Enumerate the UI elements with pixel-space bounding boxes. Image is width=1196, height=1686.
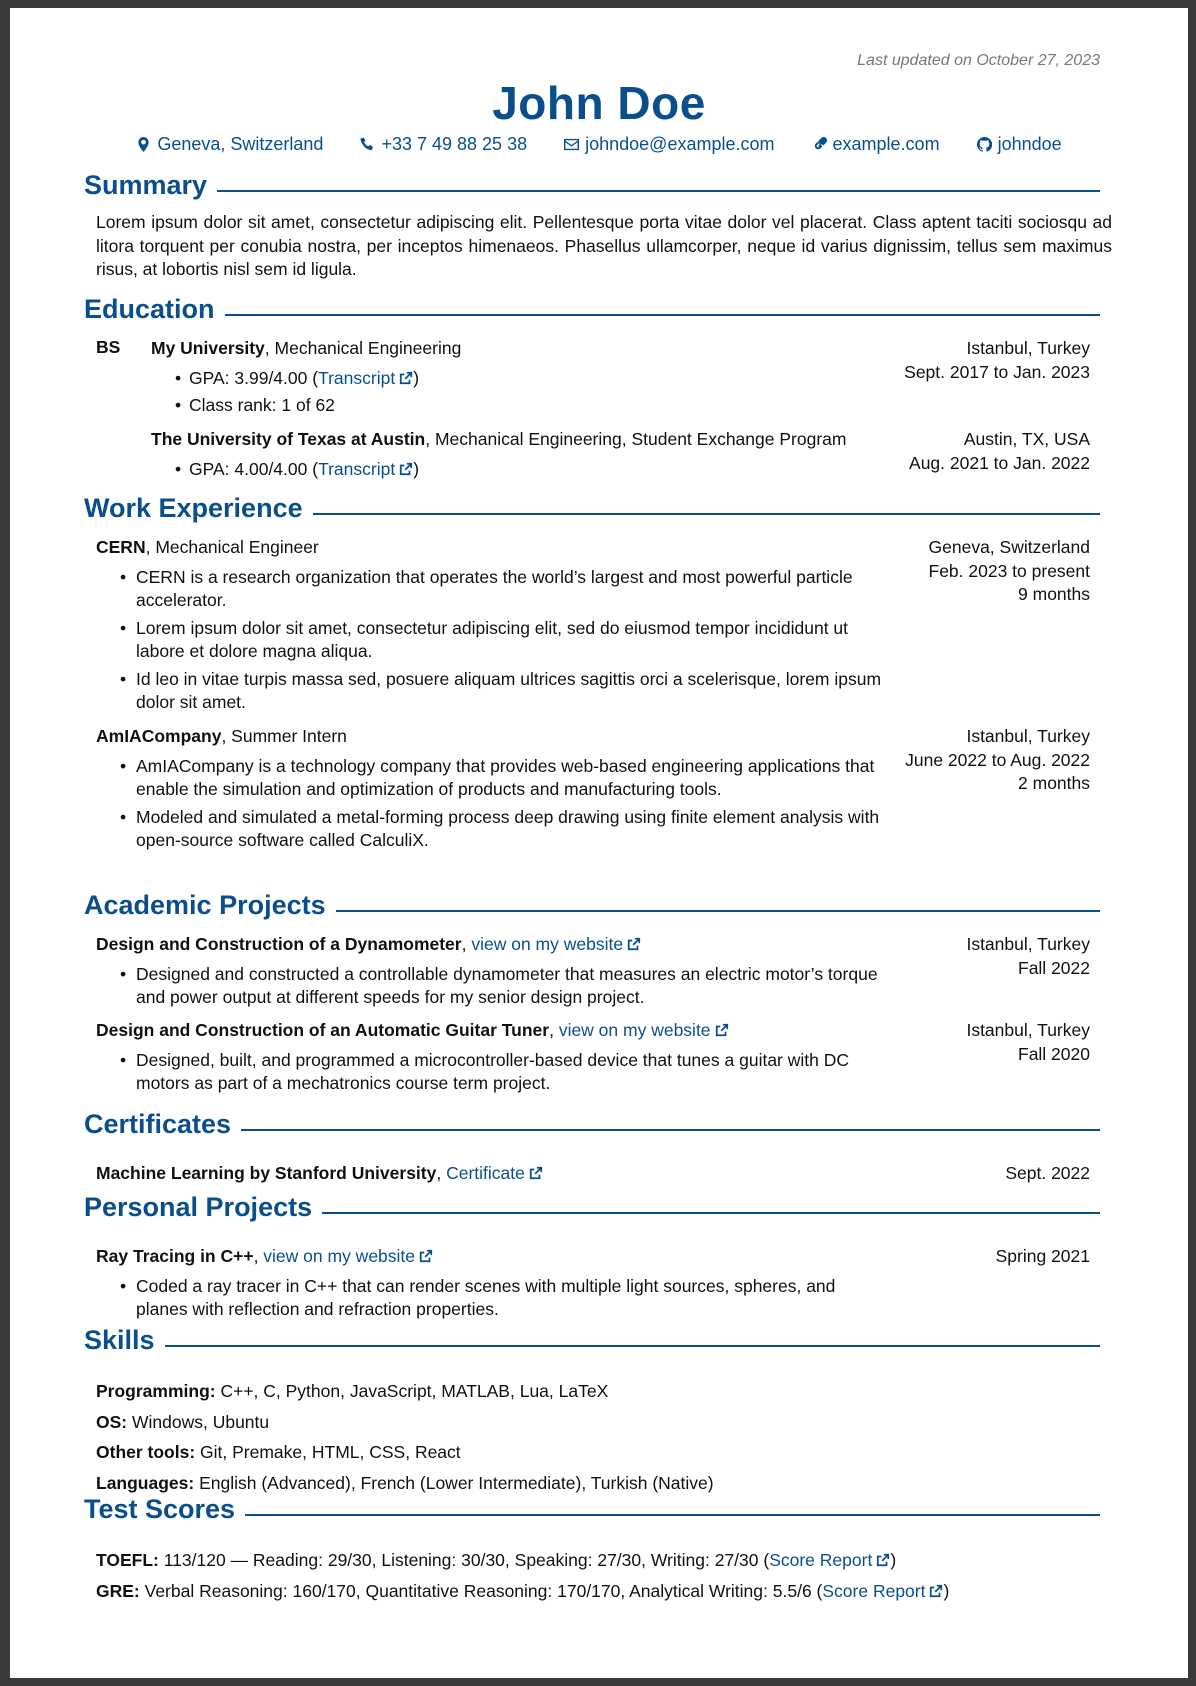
- transcript-link[interactable]: Transcript: [318, 368, 413, 388]
- website-link[interactable]: view on my website: [471, 934, 641, 954]
- project-name: Design and Construction of an Automatic Guitar Tuner: [96, 1020, 550, 1040]
- list-item: • Class rank: 1 of 62: [151, 394, 891, 418]
- project-date: Fall 2022: [1018, 957, 1090, 978]
- link-icon: [812, 137, 827, 152]
- section-rule: [225, 314, 1100, 316]
- external-link-icon: [399, 462, 413, 476]
- section-title: Summary: [84, 170, 208, 200]
- last-updated: Last updated on October 27, 2023: [857, 52, 1100, 69]
- section-rule: [313, 513, 1100, 515]
- location-text: Geneva, Switzerland: [157, 134, 324, 154]
- school-field: , Mechanical Engineering: [264, 338, 462, 358]
- education-dates: Sept. 2017 to Jan. 2023: [904, 361, 1090, 382]
- contact-website[interactable]: [812, 134, 940, 155]
- project-meta: [830, 1019, 1090, 1066]
- section-title: Test Scores: [84, 1494, 236, 1524]
- contact-phone[interactable]: [360, 134, 527, 155]
- project-name: Design and Construction of a Dynamometer: [96, 934, 462, 954]
- external-link-icon: [715, 1023, 729, 1037]
- summary-heading: [84, 170, 1100, 201]
- work-dates: June 2022 to Aug. 2022: [905, 749, 1090, 770]
- project-name: Ray Tracing in C++: [96, 1246, 254, 1266]
- external-link-icon: [419, 1249, 433, 1263]
- envelope-icon: [564, 137, 579, 152]
- list-item: • GPA: 3.99/4.00 (Transcript ): [151, 367, 891, 391]
- location-pin-icon: [136, 137, 151, 152]
- person-name: John Doe: [492, 77, 706, 129]
- section-rule: [241, 1129, 1100, 1131]
- project-meta: [830, 933, 1090, 980]
- section-rule: [322, 1212, 1100, 1214]
- contact-location: [136, 134, 323, 155]
- work-dates: Feb. 2023 to present: [928, 560, 1090, 581]
- transcript-link[interactable]: Transcript: [318, 459, 413, 479]
- project-entry: Design and Construction of a Dynamometer, view on my website • Designed and constructed a controllable dynamometer that measures an electric motor’s torque and power output at different speeds for my senior design project.: [96, 933, 886, 1014]
- degree-label: BS: [96, 337, 121, 357]
- certificate-name: Machine Learning by Stanford University: [96, 1163, 437, 1183]
- section-title: Personal Projects: [84, 1192, 313, 1222]
- tests-heading: [84, 1494, 1100, 1525]
- list-item: • Designed and constructed a controllable dynamometer that measures an electric motor’s torque and power output at different speeds for my senior design project.: [96, 963, 886, 1010]
- website-link[interactable]: view on my website: [559, 1020, 729, 1040]
- academic-heading: [84, 890, 1100, 921]
- section-rule: [165, 1345, 1100, 1347]
- work-duration: 9 months: [1018, 584, 1090, 604]
- work-meta: [830, 536, 1090, 607]
- github-icon: [977, 137, 992, 152]
- section-title: Certificates: [84, 1109, 232, 1139]
- job-role: , Summer Intern: [221, 726, 347, 746]
- project-entry: Ray Tracing in C++, view on my website • Coded a ray tracer in C++ that can render scenes with multiple light sources, spheres, and planes with reflection and refraction properties.: [96, 1245, 886, 1326]
- education-entry: [151, 337, 891, 422]
- contact-email[interactable]: [564, 134, 774, 155]
- certificate-link[interactable]: Certificate: [446, 1163, 543, 1183]
- list-item: • CERN is a research organization that operates the world’s largest and most powerful particle accelerator.: [96, 566, 886, 613]
- external-link-icon: [529, 1166, 543, 1180]
- education-meta: [830, 428, 1090, 475]
- education-dates: Aug. 2021 to Jan. 2022: [909, 452, 1090, 473]
- work-entry: [96, 536, 886, 719]
- skill-row: Other tools: Git, Premake, HTML, CSS, React: [96, 1442, 461, 1462]
- phone-text: +33 7 49 88 25 38: [381, 134, 528, 154]
- list-item: • Id leo in vitae turpis massa sed, posuere aliquam ultrices sagittis orci a scelerisque, lorem ipsum dolor sit amet.: [96, 668, 886, 715]
- section-title: Academic Projects: [84, 890, 326, 920]
- score-report-link[interactable]: Score Report: [769, 1550, 890, 1570]
- test-row: GRE: Verbal Reasoning: 160/170, Quantitative Reasoning: 170/170, Analytical Writing: 5.5/6 (Score Report ): [96, 1580, 950, 1601]
- list-item: • AmIACompany is a technology company that provides web-based engineering applications that enable the simulation and optimization of products and manufacturing tools.: [96, 755, 886, 802]
- skill-row: Programming: C++, C, Python, JavaScript, MATLAB, Lua, LaTeX: [96, 1381, 609, 1401]
- work-meta: [830, 725, 1090, 796]
- section-rule: [245, 1514, 1100, 1516]
- project-location: Istanbul, Turkey: [966, 1020, 1090, 1040]
- list-item: • Designed, built, and programmed a microcontroller-based device that tunes a guitar with DC motors as part of a mechatronics course term project.: [96, 1049, 886, 1096]
- education-meta: [830, 337, 1090, 384]
- certificate-date: Sept. 2022: [1005, 1163, 1090, 1183]
- project-date: Fall 2020: [1018, 1043, 1090, 1064]
- external-link-icon: [929, 1584, 943, 1598]
- school-name: My University: [151, 338, 265, 358]
- contact-github[interactable]: [977, 134, 1062, 155]
- education-heading: [84, 294, 1100, 325]
- phone-icon: [360, 137, 375, 152]
- education-entry: [151, 428, 891, 485]
- section-title: Skills: [84, 1325, 155, 1355]
- resume-page: [10, 8, 1188, 1678]
- section-title: Work Experience: [84, 493, 303, 523]
- certificates-heading: [84, 1109, 1100, 1140]
- test-scores: [96, 1545, 1096, 1606]
- certificate-entry: Machine Learning by Stanford University, Certificate: [96, 1162, 886, 1186]
- skill-row: OS: Windows, Ubuntu: [96, 1411, 270, 1432]
- external-link-icon: [627, 937, 641, 951]
- school-field: , Mechanical Engineering, Student Exchange Program: [425, 429, 847, 449]
- work-location: Istanbul, Turkey: [966, 726, 1090, 746]
- school-name: The University of Texas at Austin: [151, 429, 426, 449]
- project-location: Istanbul, Turkey: [966, 934, 1090, 954]
- section-title: Education: [84, 294, 215, 324]
- list-item: • Coded a ray tracer in C++ that can render scenes with multiple light sources, spheres, and planes with reflection and refraction properties.: [96, 1275, 886, 1322]
- work-heading: [84, 493, 1100, 524]
- personal-heading: [84, 1192, 1100, 1223]
- website-link[interactable]: view on my website: [263, 1246, 433, 1266]
- list-item: • GPA: 4.00/4.00 (Transcript ): [151, 458, 891, 482]
- contact-bar: [10, 134, 1188, 155]
- work-duration: 2 months: [1018, 773, 1090, 793]
- job-role: , Mechanical Engineer: [145, 537, 319, 557]
- list-item: • Modeled and simulated a metal-forming process deep drawing using finite element analysis with open-source software called CalculiX.: [96, 806, 886, 853]
- project-entry: Design and Construction of an Automatic Guitar Tuner, view on my website • Designed, built, and programmed a microcontroller-based device that tunes a guitar with DC motors as part of a mechatronics course term project.: [96, 1019, 886, 1100]
- summary-text: Lorem ipsum dolor sit amet, consectetur adipiscing elit. Pellentesque porta vitae dolor vel placerat. Class aptent taciti sociosqu ad litora torquent per conubia nostra, per inceptos himenaeos. Phasellus ullamcorper, neque id varius dignissim, tellus sem maximus risus, at lobortis nisl sem id ligula.: [96, 212, 1112, 279]
- external-link-icon: [399, 371, 413, 385]
- website-text: example.com: [832, 134, 940, 154]
- work-location: Geneva, Switzerland: [928, 537, 1090, 557]
- education-location: Austin, TX, USA: [963, 429, 1090, 449]
- list-item: • Lorem ipsum dolor sit amet, consectetur adipiscing elit, sed do eiusmod tempor incididunt ut labore et dolore magna aliqua.: [96, 617, 886, 664]
- skill-row: Languages: English (Advanced), French (Lower Intermediate), Turkish (Native): [96, 1472, 714, 1493]
- company-name: AmIACompany: [96, 726, 222, 746]
- email-text: johndoe@example.com: [585, 134, 775, 154]
- section-rule: [336, 910, 1100, 912]
- skills-list: [96, 1376, 1096, 1498]
- work-entry: [96, 725, 886, 857]
- test-row: TOEFL: 113/120 — Reading: 29/30, Listening: 30/30, Speaking: 27/30, Writing: 27/30 (Score Report ): [96, 1550, 897, 1570]
- education-location: Istanbul, Turkey: [966, 338, 1090, 358]
- company-name: CERN: [96, 537, 146, 557]
- github-text: johndoe: [997, 134, 1062, 154]
- project-date: Spring 2021: [995, 1246, 1090, 1266]
- external-link-icon: [876, 1553, 890, 1567]
- skills-heading: [84, 1325, 1100, 1356]
- score-report-link[interactable]: Score Report: [822, 1581, 943, 1601]
- section-rule: [217, 190, 1100, 192]
